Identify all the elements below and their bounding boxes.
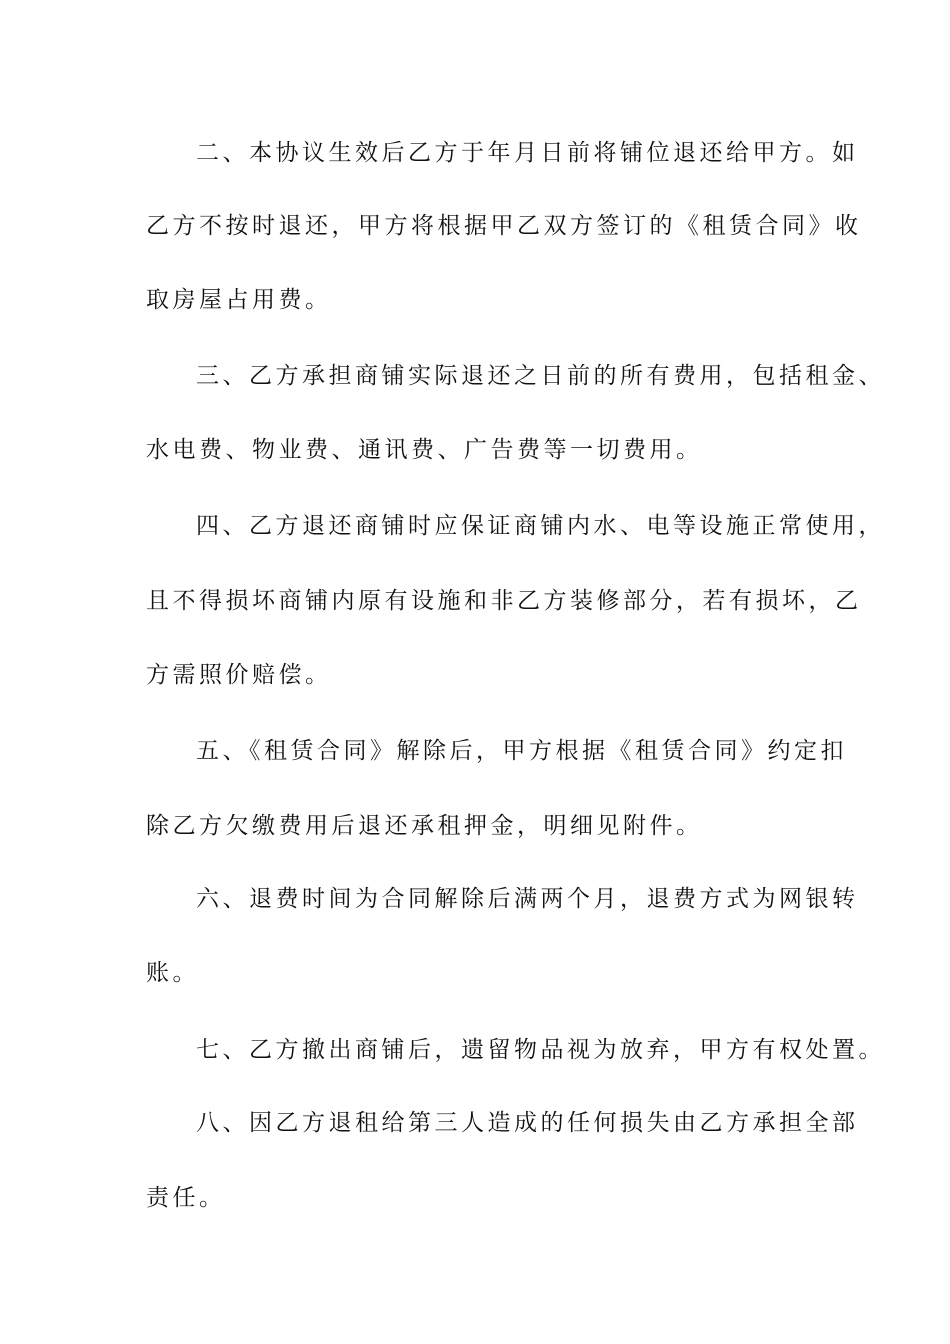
clause-8-line-2: 责任。 xyxy=(146,1185,226,1211)
clause-5-line-1: 五、《租赁合同》解除后，甲方根据《租赁合同》约定扣 xyxy=(196,738,847,764)
clause-8-line-1: 八、因乙方退租给第三人造成的任何损失由乙方承担全部 xyxy=(196,1110,859,1136)
clause-7-line-1: 七、乙方撤出商铺后，遗留物品视为放弃，甲方有权处置。 xyxy=(196,1037,885,1063)
clause-3-line-1: 三、乙方承担商铺实际退还之日前的所有费用，包括租金、 xyxy=(196,363,885,389)
clause-2-line-3: 取房屋占用费。 xyxy=(146,287,332,313)
clause-4-line-3: 方需照价赔偿。 xyxy=(146,662,332,688)
clause-5-line-2: 除乙方欠缴费用后退还承租押金，明细见附件。 xyxy=(146,813,703,839)
clause-6-line-1: 六、退费时间为合同解除后满两个月，退费方式为网银转 xyxy=(196,886,859,912)
clause-2-line-2: 乙方不按时退还，甲方将根据甲乙双方签订的《租赁合同》收 xyxy=(146,213,862,239)
clause-4-line-2: 且不得损坏商铺内原有设施和非乙方装修部分，若有损坏，乙 xyxy=(146,588,862,614)
clause-2-line-1: 二、本协议生效后乙方于年月日前将铺位退还给甲方。如 xyxy=(196,140,859,166)
clause-4-line-1: 四、乙方退还商铺时应保证商铺内水、电等设施正常使用， xyxy=(196,513,885,539)
clause-3-line-2: 水电费、物业费、通讯费、广告费等一切费用。 xyxy=(146,437,703,463)
clause-6-line-2: 账。 xyxy=(146,960,199,986)
